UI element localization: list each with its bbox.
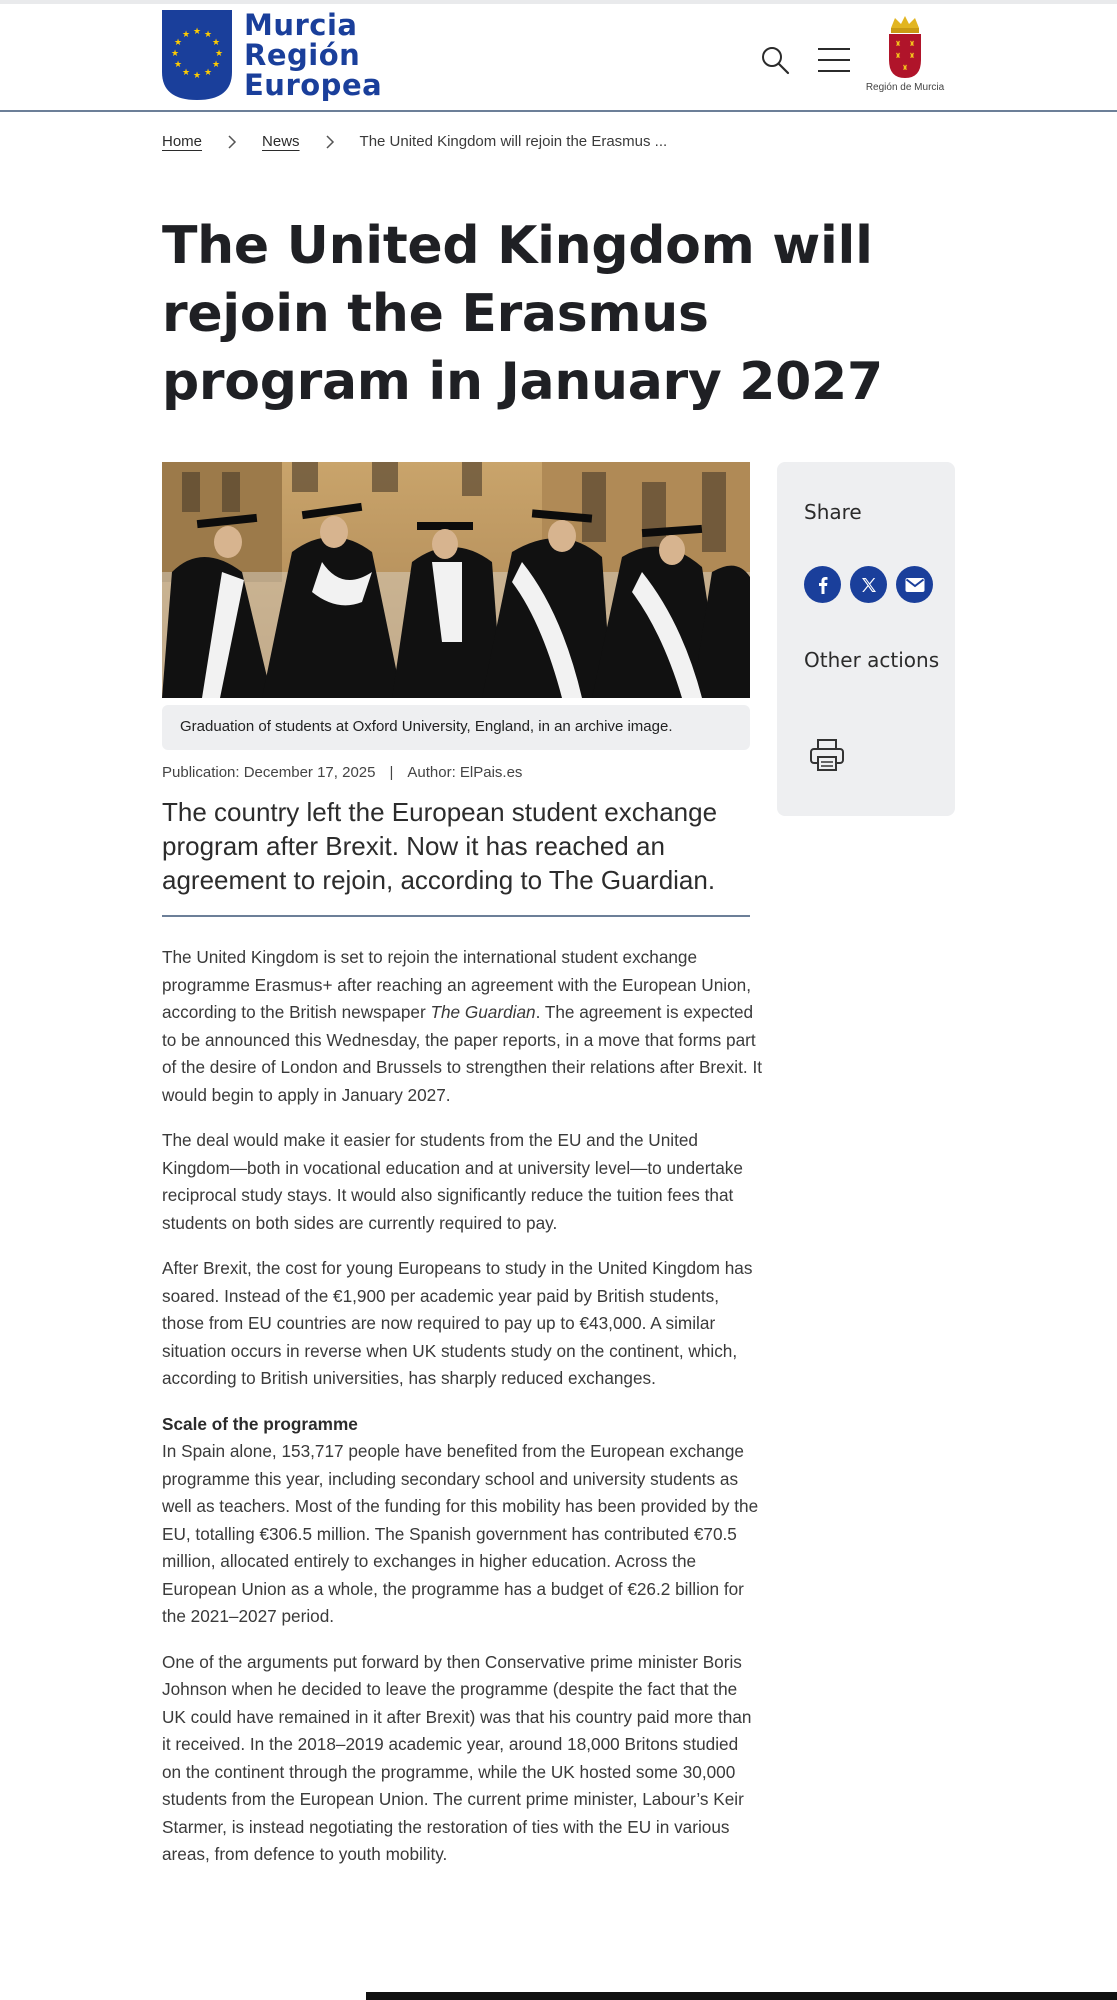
breadcrumb-home-link[interactable]: Home — [162, 133, 203, 150]
source-name: The Guardian — [430, 1002, 536, 1022]
svg-text:★: ★ — [214, 49, 224, 59]
article-hero-image — [162, 462, 750, 698]
image-caption: Graduation of students at Oxford University, England, in an archive image. — [162, 705, 750, 750]
region-crest[interactable] — [862, 14, 948, 93]
breadcrumb-news-link[interactable]: News — [262, 133, 300, 150]
search-icon[interactable] — [759, 44, 791, 76]
chevron-right-icon — [226, 135, 238, 149]
crest-icon — [885, 14, 925, 80]
svg-text:★: ★ — [173, 60, 183, 70]
article-author: Author: ElPais.es — [407, 764, 523, 781]
share-panel — [777, 462, 955, 816]
body-paragraph-3: After Brexit, the cost for young Europeans to study in the United Kingdom has soared. Instead of the €1,900 per academic year paid by British students, those from EU countries are now required to pay up to €43,000. A similar situation occurs in reverse when UK students study on the continent, which, according to British universities, has sharply reduced exchanges. — [162, 1258, 753, 1388]
other-actions-title: Other actions — [804, 648, 940, 672]
article-lead: The country left the European student exchange program after Brexit. Now it has reached an agreement to rejoin, according to The Guardian. — [162, 795, 750, 917]
body-paragraph-5: One of the arguments put forward by then Conservative prime minister Boris Johnson when he decided to leave the programme (despite the fact that the UK could have remained in it after Brexit) was that his country paid more than it received. In the 2018–2019 academic year, around 18,000 Britons studied on the continent through the programme, while the UK hosted some 30,000 students from the European Union. The current prime minister, Labour’s Keir Starmer, is instead negotiating the restoration of ties with the EU in various areas, from defence to youth mobility. — [162, 1651, 752, 1864]
section-heading-scale: Scale of the programme — [162, 1413, 358, 1434]
svg-text:★: ★ — [170, 49, 180, 59]
print-icon[interactable] — [809, 738, 845, 772]
svg-text:★: ★ — [211, 60, 221, 70]
body-paragraph-2: The deal would make it easier for students from the EU and the United Kingdom—both in vocational education and at university level—to undertake reciprocal study stays. It would also significantly reduce the tuition fees that students on both sides are currently required to pay. — [162, 1130, 743, 1233]
svg-text:★: ★ — [181, 30, 191, 40]
svg-text:♜: ♜ — [901, 64, 909, 72]
svg-text:★: ★ — [211, 38, 221, 48]
facebook-icon[interactable] — [804, 566, 841, 603]
article-meta — [162, 764, 522, 781]
publication-date: Publication: December 17, 2025 — [162, 764, 376, 781]
logo-line-2: Región — [244, 38, 361, 72]
site-logo[interactable] — [162, 10, 382, 100]
svg-text:♜: ♜ — [908, 40, 916, 48]
meta-separator: | — [389, 764, 394, 781]
svg-text:★: ★ — [203, 68, 213, 78]
article-body — [162, 944, 762, 1887]
body-paragraph-1: The United Kingdom is set to rejoin the international student exchange programme Erasmus+ after reaching an agreement with the European Union, according to the British newspaper The Guardian. The agreement is expected to be announced this Wednesday, the paper reports, in a move that forms part of the desire of London and Brussels to strengthen their relations after Brexit. It would begin to apply in January 2027. — [162, 947, 762, 1105]
svg-text:★: ★ — [192, 27, 202, 37]
crest-label: Región de Murcia — [865, 82, 945, 93]
bottom-bar — [366, 1992, 1117, 2000]
logo-text — [244, 10, 382, 100]
svg-text:★: ★ — [192, 71, 202, 81]
site-header — [0, 4, 1117, 112]
breadcrumb — [162, 133, 667, 150]
share-title: Share — [804, 500, 862, 524]
eu-flag-icon — [162, 10, 232, 100]
svg-text:★: ★ — [181, 68, 191, 78]
svg-text:★: ★ — [173, 38, 183, 48]
logo-line-1: Murcia — [244, 8, 358, 42]
breadcrumb-current: The United Kingdom will rejoin the Erasmus ... — [359, 133, 668, 150]
svg-text:★: ★ — [203, 30, 213, 40]
svg-text:♜: ♜ — [894, 40, 902, 48]
share-icons — [804, 566, 942, 603]
chevron-right-icon — [324, 135, 336, 149]
x-icon[interactable] — [850, 566, 887, 603]
menu-icon[interactable] — [818, 48, 850, 74]
body-paragraph-4: In Spain alone, 153,717 people have benefited from the European exchange programme this year, including secondary school and university students as well as teachers. Most of the funding for this mobility has been provided by the EU, totalling €306.5 million. The Spanish government has contributed €70.5 million, allocated entirely to exchanges in higher education. Across the European Union as a whole, the programme has a budget of €26.2 billion for the 2021–2027 period. — [162, 1441, 759, 1626]
logo-line-3: Europea — [244, 68, 383, 102]
page-title: The United Kingdom will rejoin the Erasmus program in January 2027 — [162, 216, 883, 412]
email-icon[interactable] — [896, 566, 933, 603]
svg-text:♜: ♜ — [908, 52, 916, 60]
svg-text:♜: ♜ — [894, 52, 902, 60]
